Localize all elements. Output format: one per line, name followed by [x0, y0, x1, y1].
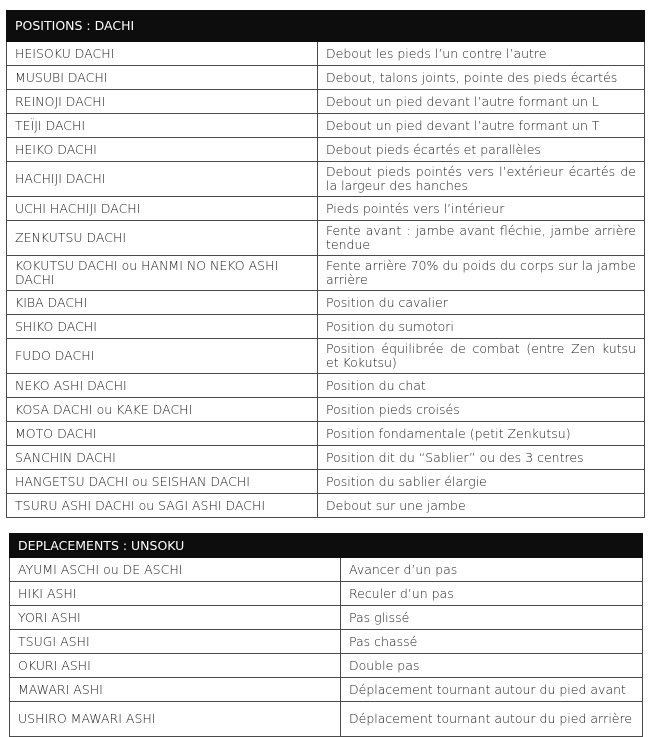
position-name: UCHI HACHIJI DACHI — [7, 197, 318, 221]
table-row — [10, 630, 643, 654]
position-name: KIBA DACHI — [7, 291, 318, 315]
position-name: HANGETSU DACHI ou SEISHAN DACHI — [7, 470, 318, 494]
position-description: Pieds pointés vers l’intérieur — [318, 197, 645, 221]
table-row — [7, 221, 645, 256]
table-row — [10, 606, 643, 630]
position-description: Position du cavalier — [318, 291, 645, 315]
movement-name: YORI ASHI — [10, 606, 341, 630]
table-row — [7, 422, 645, 446]
table-row — [7, 42, 645, 66]
table-row — [7, 66, 645, 90]
position-description: Position équilibrée de combat (entre Zen kutsu et Kokutsu) — [318, 339, 645, 374]
table-row — [7, 197, 645, 221]
movement-name: USHIRO MAWARI ASHI — [10, 702, 341, 737]
table-row — [7, 470, 645, 494]
movement-name: AYUMI ASCHI ou DE ASCHI — [10, 558, 341, 582]
position-name: HEISOKU DACHI — [7, 42, 318, 66]
table-row — [7, 315, 645, 339]
position-name: SANCHIN DACHI — [7, 446, 318, 470]
position-name: HEIKO DACHI — [7, 138, 318, 162]
unsoku-title: DEPLACEMENTS : UNSOKU — [10, 534, 643, 558]
table-row — [7, 398, 645, 422]
position-description: Position dit du “Sablier” ou des 3 centres — [318, 446, 645, 470]
table-row — [7, 138, 645, 162]
position-description: Debout sur une jambe — [318, 494, 645, 518]
table-row — [7, 446, 645, 470]
movement-description: Reculer d’un pas — [341, 582, 643, 606]
position-description: Position du sablier élargie — [318, 470, 645, 494]
position-name: REINOJI DACHI — [7, 90, 318, 114]
position-description: Position fondamentale (petit Zenkutsu) — [318, 422, 645, 446]
position-name: HACHIJI DACHI — [7, 162, 318, 197]
position-name: TEÏJI DACHI — [7, 114, 318, 138]
movement-description: Pas glissé — [341, 606, 643, 630]
movement-description: Pas chassé — [341, 630, 643, 654]
position-description: Debout un pied devant l’autre formant un T — [318, 114, 645, 138]
dachi-table — [6, 10, 645, 518]
movement-name: HIKI ASHI — [10, 582, 341, 606]
table-row — [7, 291, 645, 315]
position-name: NEKO ASHI DACHI — [7, 374, 318, 398]
table-row — [7, 374, 645, 398]
table-row — [10, 702, 643, 737]
table-row — [7, 494, 645, 518]
movement-description: Déplacement tournant autour du pied arrière — [341, 702, 643, 737]
position-name: MUSUBI DACHI — [7, 66, 318, 90]
movement-description: Avancer d’un pas — [341, 558, 643, 582]
table-row — [10, 582, 643, 606]
dachi-header-row — [7, 11, 645, 42]
position-name: FUDO DACHI — [7, 339, 318, 374]
position-name: SHIKO DACHI — [7, 315, 318, 339]
position-description: Position pieds croisés — [318, 398, 645, 422]
table-row — [7, 339, 645, 374]
position-description: Position du chat — [318, 374, 645, 398]
table-row — [7, 256, 645, 291]
movement-name: TSUGI ASHI — [10, 630, 341, 654]
table-row — [7, 162, 645, 197]
unsoku-table — [9, 533, 643, 737]
position-name: TSURU ASHI DACHI ou SAGI ASHI DACHI — [7, 494, 318, 518]
table-row — [10, 678, 643, 702]
table-row — [7, 90, 645, 114]
movement-name: MAWARI ASHI — [10, 678, 341, 702]
table-row — [7, 114, 645, 138]
position-description: Debout un pied devant l’autre formant un L — [318, 90, 645, 114]
position-description: Position du sumotori — [318, 315, 645, 339]
position-description: Debout pieds écartés et parallèles — [318, 138, 645, 162]
movement-description: Déplacement tournant autour du pied avant — [341, 678, 643, 702]
position-description: Debout pieds pointés vers l’extérieur écartés de la largeur des hanches — [318, 162, 645, 197]
position-description: Fente arrière 70% du poids du corps sur la jambe arrière — [318, 256, 645, 291]
table-row — [10, 654, 643, 678]
position-description: Debout, talons joints, pointe des pieds écartés — [318, 66, 645, 90]
unsoku-header-row — [10, 534, 643, 558]
movement-description: Double pas — [341, 654, 643, 678]
dachi-title: POSITIONS : DACHI — [7, 11, 645, 42]
movement-name: OKURI ASHI — [10, 654, 341, 678]
position-name: ZENKUTSU DACHI — [7, 221, 318, 256]
position-description: Fente avant : jambe avant fléchie, jambe arrière tendue — [318, 221, 645, 256]
position-description: Debout les pieds l’un contre l’autre — [318, 42, 645, 66]
position-name: KOKUTSU DACHI ou HANMI NO NEKO ASHI DACHI — [7, 256, 318, 291]
position-name: KOSA DACHI ou KAKE DACHI — [7, 398, 318, 422]
table-row — [10, 558, 643, 582]
position-name: MOTO DACHI — [7, 422, 318, 446]
